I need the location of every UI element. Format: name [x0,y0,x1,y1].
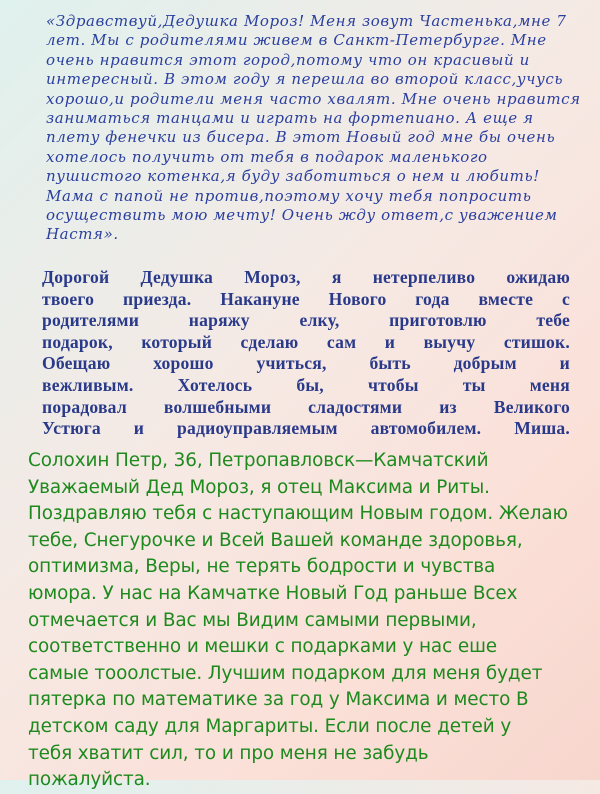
letter-line: Уважаемый Дед Мороз, я отец Максима и Риты. [28,476,490,498]
letter-line: плету фенечки из бисера. В этот Новый год мне бы очень [46,128,556,147]
letter-line: оптимизма, Веры, не терять бодрости и чувства [28,556,496,578]
letter-line: лет. Мы с родителями живем в Санкт-Петербурге. Мне [46,31,547,50]
letter-line: осуществить мою мечту! Очень жду ответ,с уважением [46,206,558,225]
letter-line: Солохин Петр, 36, Петропавловск—Камчатский [28,450,489,471]
letter-line: Поздравляю тебя с наступающим Новым годом. Желаю [28,503,568,525]
letter-line: тебя хватит сил, то и про меня не забудь [28,742,429,764]
letter-line: Мама с папой не против,поэтому хочу тебя попросить [46,186,532,205]
letter-line: Устюга и радиоуправляемым автомобилем. Миша. [42,418,570,439]
letter-line: родителями наряжу елку, приготовлю тебе [42,310,570,331]
letter-line: порадовал волшебными сладостями из Великого [42,396,570,417]
letter-line: твоего приезда. Накануне Нового года вместе с [42,288,570,309]
letter-line: Обещаю хорошо учиться, быть добрым и [42,353,570,374]
letter-line: детском саду для Маргариты. Если после детей у [28,715,512,737]
letter-line: заниматься танцами и играть на фортепиано. А еще я [46,109,534,128]
letter-line: подарок, который сделаю сам и выучу стишок. [42,331,570,352]
letter-line: Дорогой Дедушка Мороз, я нетерпеливо ожидаю [42,267,570,287]
letter-line: очень нравится этот город,потому что он красивый и [46,50,530,69]
letter-line: интересный. В этом году я перешла во второй класс,учусь [46,70,564,89]
letter-line: юмора. У нас на Камчатке Новый Год раньше Всех [28,582,518,604]
letter-line: соответственно и мешки с подарками у нас еше [28,636,498,658]
letter-line: отмечается и Вас мы Видим самыми первыми, [28,609,477,631]
letter-line: пожалуйста. [28,769,151,791]
letter-line: самые тооолстые. Лучшим подарком для меня будет [28,662,543,684]
letter-line: «Здравствуй,Дедушка Мороз! Меня зовут Частенька,мне 7 [46,12,567,30]
letter-line: пятерка по математике за год у Максима и место В [28,689,529,711]
letter-line: тебе, Снегурочке и Всей Вашей команде здоровья, [28,529,523,551]
letter-line: пушистого котенка,я буду заботиться о нем и любить! [46,167,540,186]
letter-petr [28,448,576,794]
letter-nastya [46,12,581,245]
letter-line: хорошо,и родители меня часто хвалят. Мне очень нравится [46,89,581,108]
letter-line: хотелось получить от тебя в подарок маленького [46,147,488,166]
letter-misha [42,267,570,440]
letter-line: вежливым. Хотелось бы, чтобы ты меня [42,374,570,395]
letter-line: Настя». [46,225,119,244]
